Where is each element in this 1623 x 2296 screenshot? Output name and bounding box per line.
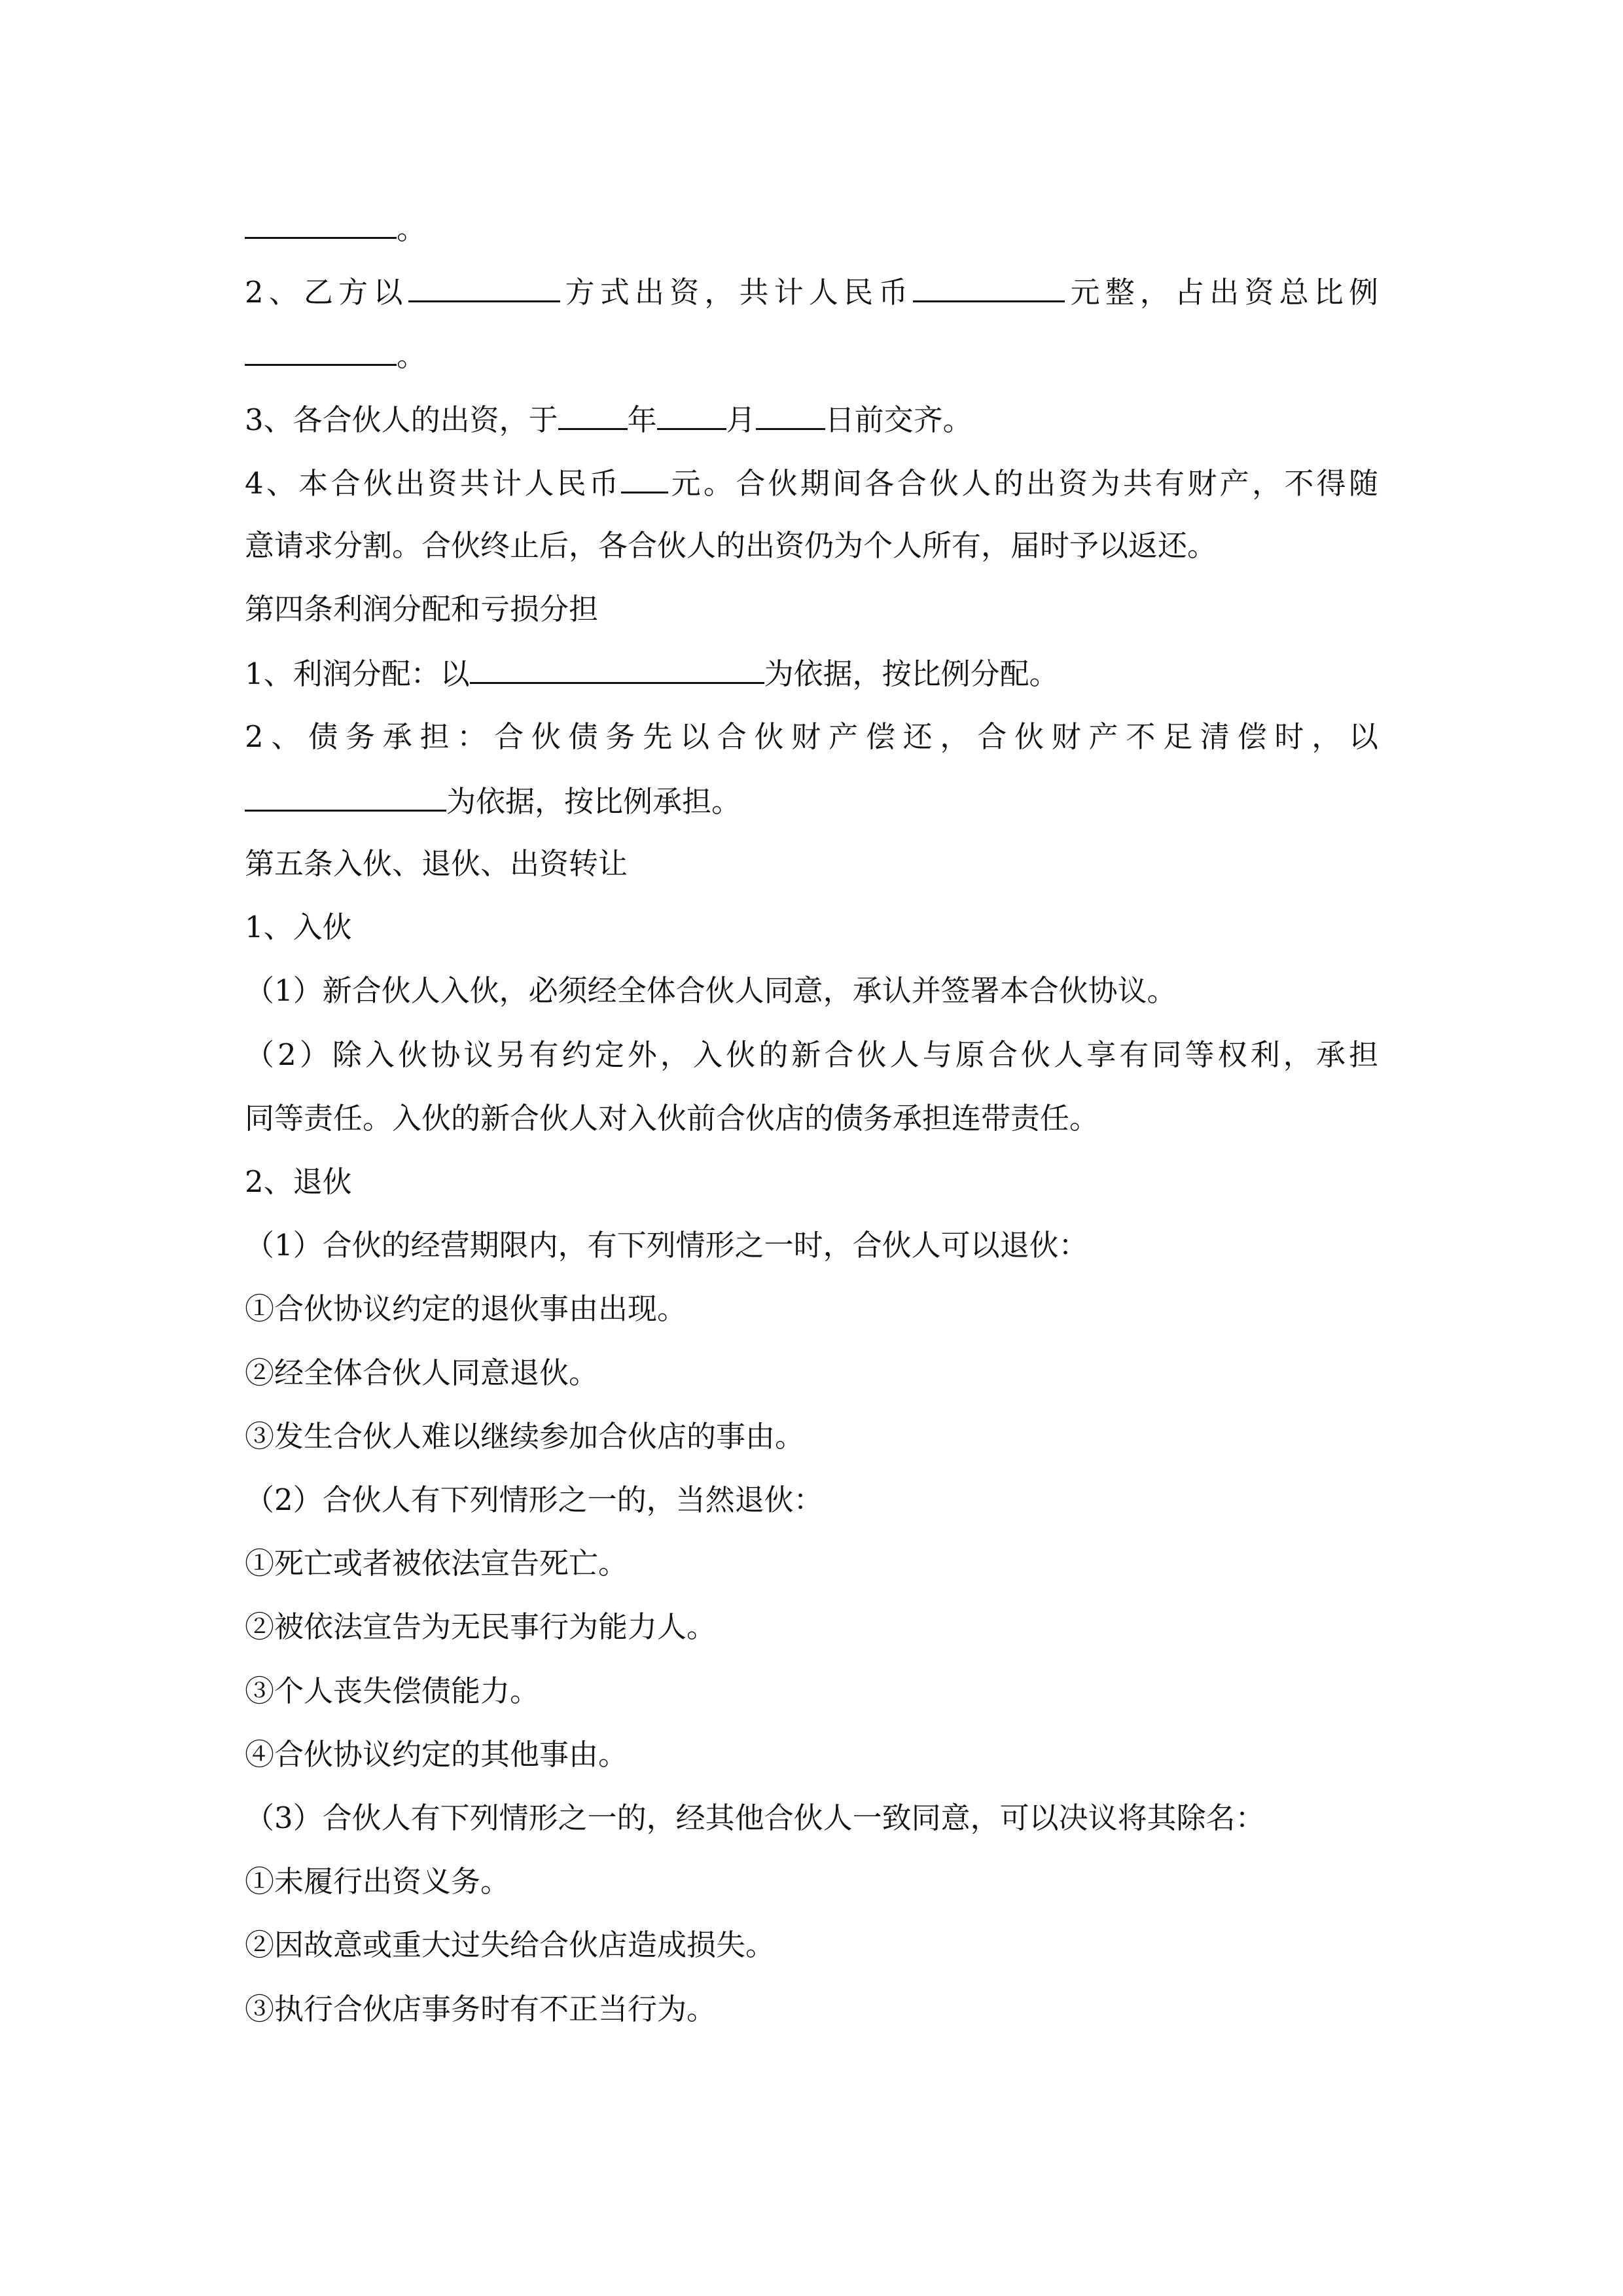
list-item: ①合伙协议约定的退伙事由出现。 [245,1291,687,1326]
fill-blank[interactable] [558,399,628,430]
subheading-admission: 1、入伙 [245,910,352,944]
text: 为依据，按比例承担。 [446,784,741,819]
section-heading-article-5: 第五条入伙、退伙、出资转让 [245,846,628,881]
clause-debt-bearing: 2、债务承担：合伙债务先以合伙财产偿还，合伙财产不足清偿时，以 [245,719,1378,754]
list-item: ②因故意或重大过失给合伙店造成损失。 [245,1928,776,1962]
text: 月 [726,403,756,437]
fill-blank[interactable] [621,463,668,493]
text: 2、乙方以 [245,275,408,310]
list-item: ②经全体合伙人同意退伙。 [245,1355,599,1390]
line-debt-basis [245,781,741,821]
text: 。 [397,211,427,246]
fill-blank[interactable] [245,208,397,239]
list-item: ③个人丧失偿债能力。 [245,1674,540,1708]
text: 为依据，按比例分配。 [764,656,1059,691]
fill-blank[interactable] [408,272,560,302]
text: 元。合伙期间各合伙人的出资为共有财产，不得随 [668,466,1378,501]
line-blank-tail-1 [245,208,426,249]
paragraph-line: （2）除入伙协议另有约定外，入伙的新合伙人与原合伙人享有同等权利，承担 [245,1037,1378,1072]
section-heading-article-4: 第四条利润分配和亏损分担 [245,592,599,626]
list-item: ①未履行出资义务。 [245,1864,510,1899]
line-blank-tail-2 [245,335,426,376]
text: 。 [397,338,427,373]
clause-3-payment-date [245,399,972,440]
clause-2-partner-b [245,272,1378,312]
paragraph-line: 同等责任。入伙的新合伙人对入伙前合伙店的债务承担连带责任。 [245,1101,1099,1136]
text: 元整，占出资总比例 [1065,275,1378,310]
paragraph-line: （2）合伙人有下列情形之一的，当然退伙： [245,1482,823,1517]
fill-blank[interactable] [913,272,1065,302]
fill-blank[interactable] [470,653,764,684]
clause-profit-distribution [245,653,1059,694]
fill-blank[interactable] [245,781,446,812]
text: 日前交齐。 [825,403,972,437]
subheading-withdrawal: 2、退伙 [245,1164,352,1199]
text: 4、本合伙出资共计人民币 [245,466,622,501]
fill-blank[interactable] [245,335,397,366]
list-item: ②被依法宣告为无民事行为能力人。 [245,1609,717,1644]
fill-blank[interactable] [756,399,825,430]
paragraph-line: （1）合伙的经营期限内，有下列情形之一时，合伙人可以退伙： [245,1228,1088,1263]
list-item: ③执行合伙店事务时有不正当行为。 [245,1992,717,2026]
text: 方式出资，共计人民币 [560,275,914,310]
paragraph-line: 意请求分割。合伙终止后，各合伙人的出资仍为个人所有，届时予以返还。 [245,528,1217,563]
text: 1、利润分配：以 [245,656,470,691]
list-item: ①死亡或者被依法宣告死亡。 [245,1546,628,1581]
list-item: ④合伙协议约定的其他事由。 [245,1737,628,1772]
text: 3、各合伙人的出资，于 [245,403,558,437]
text: 年 [627,403,657,437]
clause-4-total [245,463,1378,503]
fill-blank[interactable] [657,399,726,430]
paragraph-line: （3）合伙人有下列情形之一的，经其他合伙人一致同意，可以决议将其除名： [245,1801,1265,1835]
list-item: ③发生合伙人难以继续参加合伙店的事由。 [245,1419,805,1454]
paragraph-line: （1）新合伙人入伙，必须经全体合伙人同意，承认并签署本合伙协议。 [245,973,1177,1008]
